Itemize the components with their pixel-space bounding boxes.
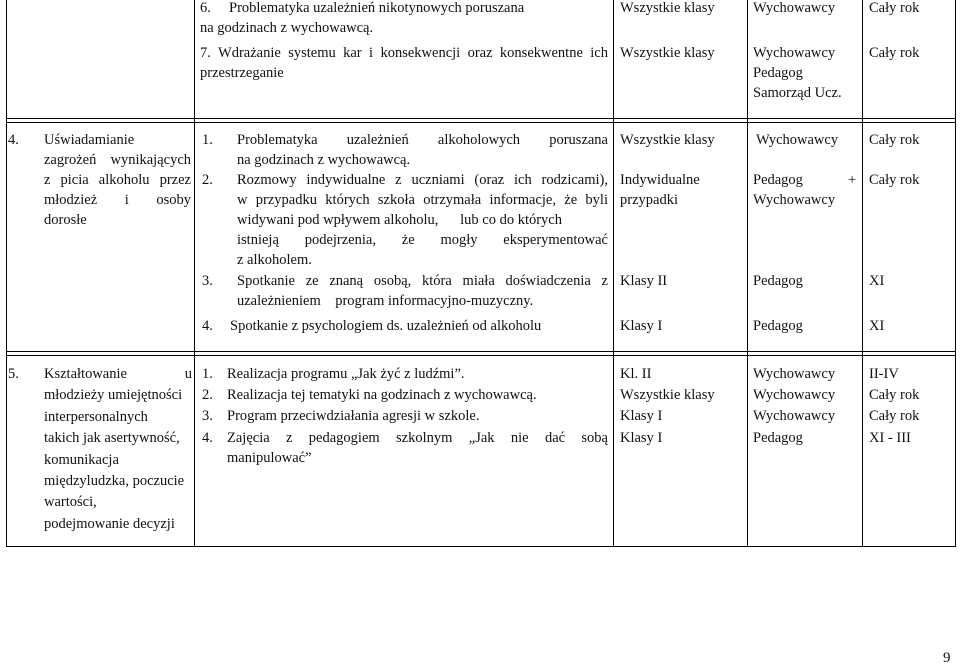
person-plus: + [848, 172, 857, 188]
responsible-person: Pedagog [753, 430, 803, 446]
task-line: Zajęcia z pedagogiem szkolnym „Jak nie dać sobą [227, 430, 608, 446]
row-line-1 [6, 118, 956, 119]
area-line: międzyludzka, poczucie [44, 473, 185, 490]
task-line: Spotkanie z psychologiem ds. uzależnień od alkoholu [230, 318, 542, 334]
task-line: na godzinach z wychowawcą. [237, 152, 411, 168]
target-group: Klasy II [620, 273, 668, 289]
row-line-3 [6, 351, 956, 352]
row-line-bottom [6, 546, 956, 547]
area-line: Uświadamianie [44, 132, 135, 148]
col-line-area [194, 0, 195, 546]
task-number: 1. [202, 132, 213, 148]
term: II-IV [869, 366, 899, 382]
task-line: przestrzeganie [200, 65, 284, 81]
task-line: Problematyka uzależnień nikotynowych poruszana [229, 0, 525, 16]
area-line: młodzież i osoby [44, 192, 191, 208]
target-group: Klasy I [620, 318, 663, 334]
area-line: takich jak asertywność, [44, 430, 180, 447]
area-text [44, 130, 191, 230]
area-line: zagrożeń wynikających [44, 152, 191, 168]
person-line: Pedagog [753, 65, 803, 81]
responsible-person [753, 170, 835, 210]
term: XI [869, 318, 885, 334]
row-number: 5. [8, 366, 19, 382]
area-text [44, 364, 192, 535]
task-line: manipulować” [227, 450, 312, 466]
responsible-person: Wychowawcy [753, 408, 836, 424]
area-line: podejmowanie decyzji [44, 515, 175, 532]
term: XI - III [869, 430, 911, 446]
row-line-4 [6, 355, 956, 356]
task-text [200, 43, 608, 63]
task-text [200, 18, 540, 38]
person-line: Wychowawcy [753, 192, 836, 208]
task-number: 1. [202, 366, 213, 382]
person-line: Samorząd Ucz. [753, 85, 842, 101]
target-line: przypadki [620, 192, 678, 208]
task-text [229, 0, 554, 18]
col-line-right [955, 0, 956, 546]
responsible-person: Wychowawcy [753, 0, 836, 16]
area-line: młodzieży umiejętności [44, 387, 183, 404]
task-line: istnieją podejrzenia, że mogły eksperymentować [237, 232, 608, 248]
term: XI [869, 273, 885, 289]
task-line: widywani pod wpływem alkoholu, lub co do których [237, 212, 562, 228]
task-line: Problematyka uzależnień alkoholowych poruszana [237, 132, 608, 148]
task-line: Realizacja programu „Jak żyć z ludźmi”. [227, 366, 465, 382]
area-line: z picia alkoholu przez [44, 172, 191, 188]
col-line-target [747, 0, 748, 546]
person-line: Wychowawcy [753, 45, 836, 61]
target-group: Wszystkie klasy [620, 0, 715, 16]
task-number: 7. [200, 45, 211, 61]
term: Cały rok [869, 45, 920, 61]
task-number: 3. [202, 408, 213, 424]
target-group: Wszystkie klasy [620, 45, 715, 61]
task-number: 2. [202, 172, 213, 188]
task-line: Realizacja tej tematyki na godzinach z wychowawcą. [227, 387, 537, 403]
term: Cały rok [869, 0, 920, 16]
area-line: interpersonalnych [44, 408, 148, 425]
target-group: Klasy I [620, 408, 663, 424]
task-number: 4. [202, 430, 213, 446]
area-line: dorosłe [44, 212, 87, 228]
responsible-person: Wychowawcy [753, 366, 836, 382]
col-line-person [862, 0, 863, 546]
row-line-2 [6, 122, 956, 123]
row-number: 4. [8, 132, 19, 148]
responsible-person: Wychowawcy [756, 132, 839, 148]
task-line: Rozmowy indywidualne z uczniami (oraz ich rodzicami), [237, 172, 608, 188]
col-line-left [6, 0, 7, 546]
term: Cały rok [869, 408, 920, 424]
task-text [227, 428, 608, 468]
target-group: Klasy I [620, 430, 663, 446]
responsible-person [753, 43, 842, 103]
page-number: 9 [943, 650, 951, 666]
task-line: z alkoholem. [237, 252, 312, 268]
task-line: na godzinach z wychowawcą. [200, 20, 374, 36]
task-line: Program przeciwdziałania agresji w szkole. [227, 408, 480, 424]
target-group: Wszystkie klasy [620, 132, 715, 148]
task-number: 2. [202, 387, 213, 403]
target-group: Kl. II [620, 366, 652, 382]
area-line: wartości, [44, 494, 97, 511]
area-line: Kształtowanie u [44, 366, 192, 382]
task-number: 6. [200, 0, 211, 16]
term: Cały rok [869, 132, 920, 148]
target-group: Wszystkie klasy [620, 387, 715, 403]
target-line: Indywidualne [620, 172, 700, 188]
task-number: 3. [202, 273, 213, 289]
target-group [620, 170, 700, 210]
task-line: Spotkanie ze znaną osobą, która miała doświadczenia z [237, 273, 608, 289]
task-text [237, 271, 608, 311]
responsible-person: Pedagog [753, 318, 803, 334]
task-line: uzależnieniem program informacyjno-muzyczny. [237, 293, 534, 309]
task-line: Wdrażanie systemu kar i konsekwencji oraz konsekwentne ich [218, 45, 608, 61]
task-number: 4. [202, 318, 213, 334]
col-line-task [613, 0, 614, 546]
task-line: w przypadku których szkoła otrzymała informacje, że byli [237, 192, 608, 208]
responsible-person: Wychowawcy [753, 387, 836, 403]
area-line: komunikacja [44, 451, 119, 468]
task-text [237, 170, 608, 270]
person-line: Pedagog [753, 172, 803, 188]
task-text [237, 130, 608, 170]
responsible-person: Pedagog [753, 273, 803, 289]
term: Cały rok [869, 387, 920, 403]
term: Cały rok [869, 172, 920, 188]
